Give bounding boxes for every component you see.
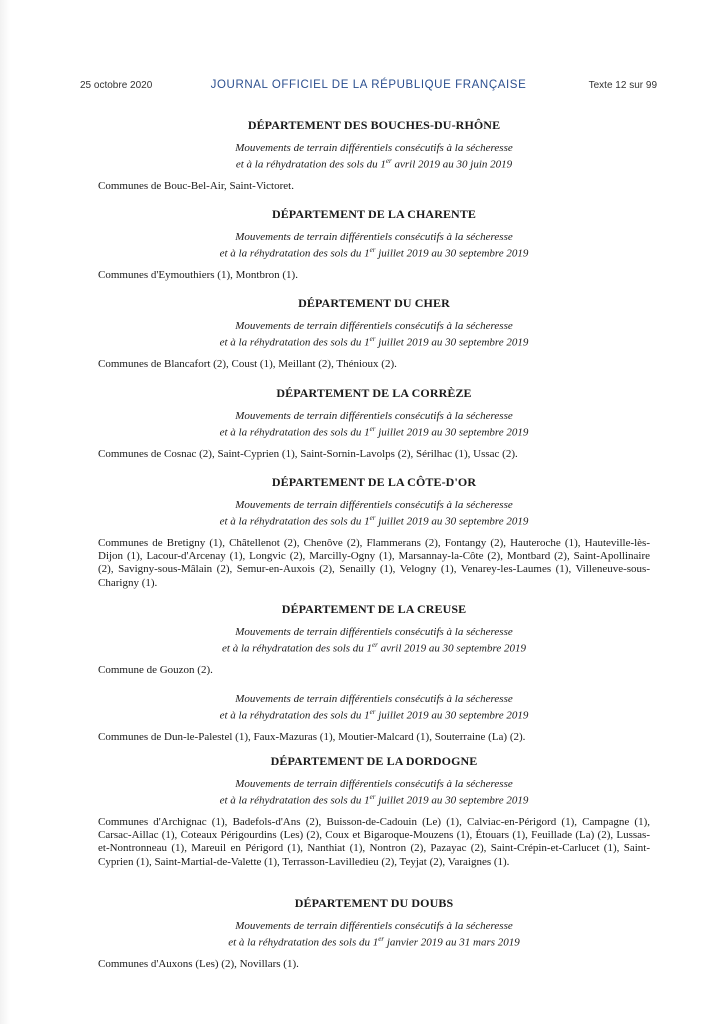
arrete-block <box>98 778 650 869</box>
communes-list: Communes de Cosnac (2), Saint-Cyprien (1), Saint-Sornin-Lavolps (2), Sérilhac (1), Ussac (2). <box>98 447 518 460</box>
communes-list: Communes d'Archignac (1), Badefols-d'Ans (2), Buisson-de-Cadouin (Le) (1), Calviac-en-Périgord (1), Campagne (1), Carsac-Aillac (1), Coteaux Périgourdins (Les) (2), Coux et Bigaroque-Mouzens (1), Étouars (1), Feuillade (La) (2), Lussas-et-Nontronneau (1), Mareuil en Périgord (1), Nanthiat (1), Nontron (2), Pazayac (2), Saint-Crépin-et-Carlucet (1), Saint-Cyprien (1), Saint-Martial-de-Valette (1), Terrasson-Lavilledieu (2), Teyjat (2), Varaignes (1). <box>98 815 650 868</box>
department-title: DÉPARTEMENT DE LA DORDOGNE <box>270 754 478 768</box>
period-line-1: Mouvements de terrain différentiels consécutifs à la sécheresse <box>235 693 513 706</box>
period-line-2: et à la réhydratation des sols du 1er janvier 2019 au 31 mars 2019 <box>228 935 520 949</box>
department-title: DÉPARTEMENT DE LA CÔTE-D'OR <box>271 475 477 489</box>
period-line-1: Mouvements de terrain différentiels consécutifs à la sécheresse <box>235 499 513 511</box>
department-section <box>98 118 650 193</box>
communes-list: Commune de Gouzon (2). <box>98 663 213 676</box>
header-journal-title: JOURNAL OFFICIEL DE LA RÉPUBLIQUE FRANÇAISE <box>210 79 527 91</box>
department-title: DÉPARTEMENT DU DOUBS <box>294 896 454 910</box>
communes-list: Communes de Bouc-Bel-Air, Saint-Victoret. <box>98 179 294 192</box>
period-line-1: Mouvements de terrain différentiels consécutifs à la sécheresse <box>235 410 513 422</box>
department-title: DÉPARTEMENT DE LA CHARENTE <box>271 207 477 221</box>
period-line-1: Mouvements de terrain différentiels consécutifs à la sécheresse <box>235 626 513 638</box>
period-line-1: Mouvements de terrain différentiels consécutifs à la sécheresse <box>235 778 513 790</box>
department-section <box>98 602 650 744</box>
department-title: DÉPARTEMENT DES BOUCHES-DU-RHÔNE <box>247 118 501 132</box>
period-line-1: Mouvements de terrain différentiels consécutifs à la sécheresse <box>235 320 513 332</box>
communes-list: Communes de Dun-le-Palestel (1), Faux-Mazuras (1), Moutier-Malcard (1), Souterraine (La) (2). <box>98 730 526 743</box>
period-line-1: Mouvements de terrain différentiels consécutifs à la sécheresse <box>235 920 513 932</box>
department-section <box>98 296 650 371</box>
period-line-2: et à la réhydratation des sols du 1er juillet 2019 au 30 septembre 2019 <box>219 425 529 439</box>
period-line-2: et à la réhydratation des sols du 1er avril 2019 au 30 juin 2019 <box>235 157 513 171</box>
arrete-block <box>98 920 650 971</box>
department-title: DÉPARTEMENT DE LA CREUSE <box>281 602 467 616</box>
arrete-block <box>98 231 650 282</box>
page-edge-shadow <box>0 0 10 1024</box>
department-title: DÉPARTEMENT DU CHER <box>298 296 450 310</box>
department-section <box>98 386 650 461</box>
department-section <box>98 475 650 590</box>
period-line-2: et à la réhydratation des sols du 1er juillet 2019 au 30 septembre 2019 <box>219 335 529 349</box>
header-date: 25 octobre 2020 <box>80 80 153 91</box>
department-title: DÉPARTEMENT DE LA CORRÈZE <box>276 386 472 400</box>
department-section <box>98 207 650 282</box>
communes-list: Communes d'Eymouthiers (1), Montbron (1). <box>98 268 298 281</box>
period-line-2: et à la réhydratation des sols du 1er juillet 2019 au 30 septembre 2019 <box>219 793 529 807</box>
arrete-block <box>98 626 650 677</box>
header-text-number: Texte 12 sur 99 <box>588 80 657 91</box>
arrete-block <box>98 410 650 461</box>
period-line-2: et à la réhydratation des sols du 1er juillet 2019 au 30 septembre 2019 <box>219 246 529 260</box>
department-section <box>98 754 650 869</box>
period-line-1: Mouvements de terrain différentiels consécutifs à la sécheresse <box>235 142 513 154</box>
period-line-1: Mouvements de terrain différentiels consécutifs à la sécheresse <box>235 231 513 243</box>
communes-list: Communes de Blancafort (2), Coust (1), Meillant (2), Thénioux (2). <box>98 357 397 370</box>
arrete-block <box>98 320 650 371</box>
arrete-block <box>98 693 650 744</box>
arrete-block <box>98 142 650 193</box>
arrete-block <box>98 499 650 590</box>
page-header <box>80 80 657 94</box>
communes-list: Communes d'Auxons (Les) (2), Novillars (1). <box>98 957 299 970</box>
department-section <box>98 896 650 971</box>
period-line-2: et à la réhydratation des sols du 1er avril 2019 au 30 septembre 2019 <box>222 641 526 655</box>
period-line-2: et à la réhydratation des sols du 1er juillet 2019 au 30 septembre 2019 <box>219 514 529 528</box>
communes-list: Communes de Bretigny (1), Châtellenot (2), Chenôve (2), Flammerans (2), Fontangy (2), Hauteroche (1), Hauteville-lès-Dijon (1), Lacour-d'Arcenay (1), Longvic (2), Marcilly-Ogny (1), Marsannay-la-Côte (2), Montbard (2), Saint-Apollinaire (2), Savigny-sous-Mâlain (2), Semur-en-Auxois (2), Senailly (1), Velogny (1), Venarey-les-Laumes (1), Villeneuve-sous-Charigny (1). <box>98 536 650 589</box>
period-line-2: et à la réhydratation des sols du 1er juillet 2019 au 30 septembre 2019 <box>219 708 529 722</box>
